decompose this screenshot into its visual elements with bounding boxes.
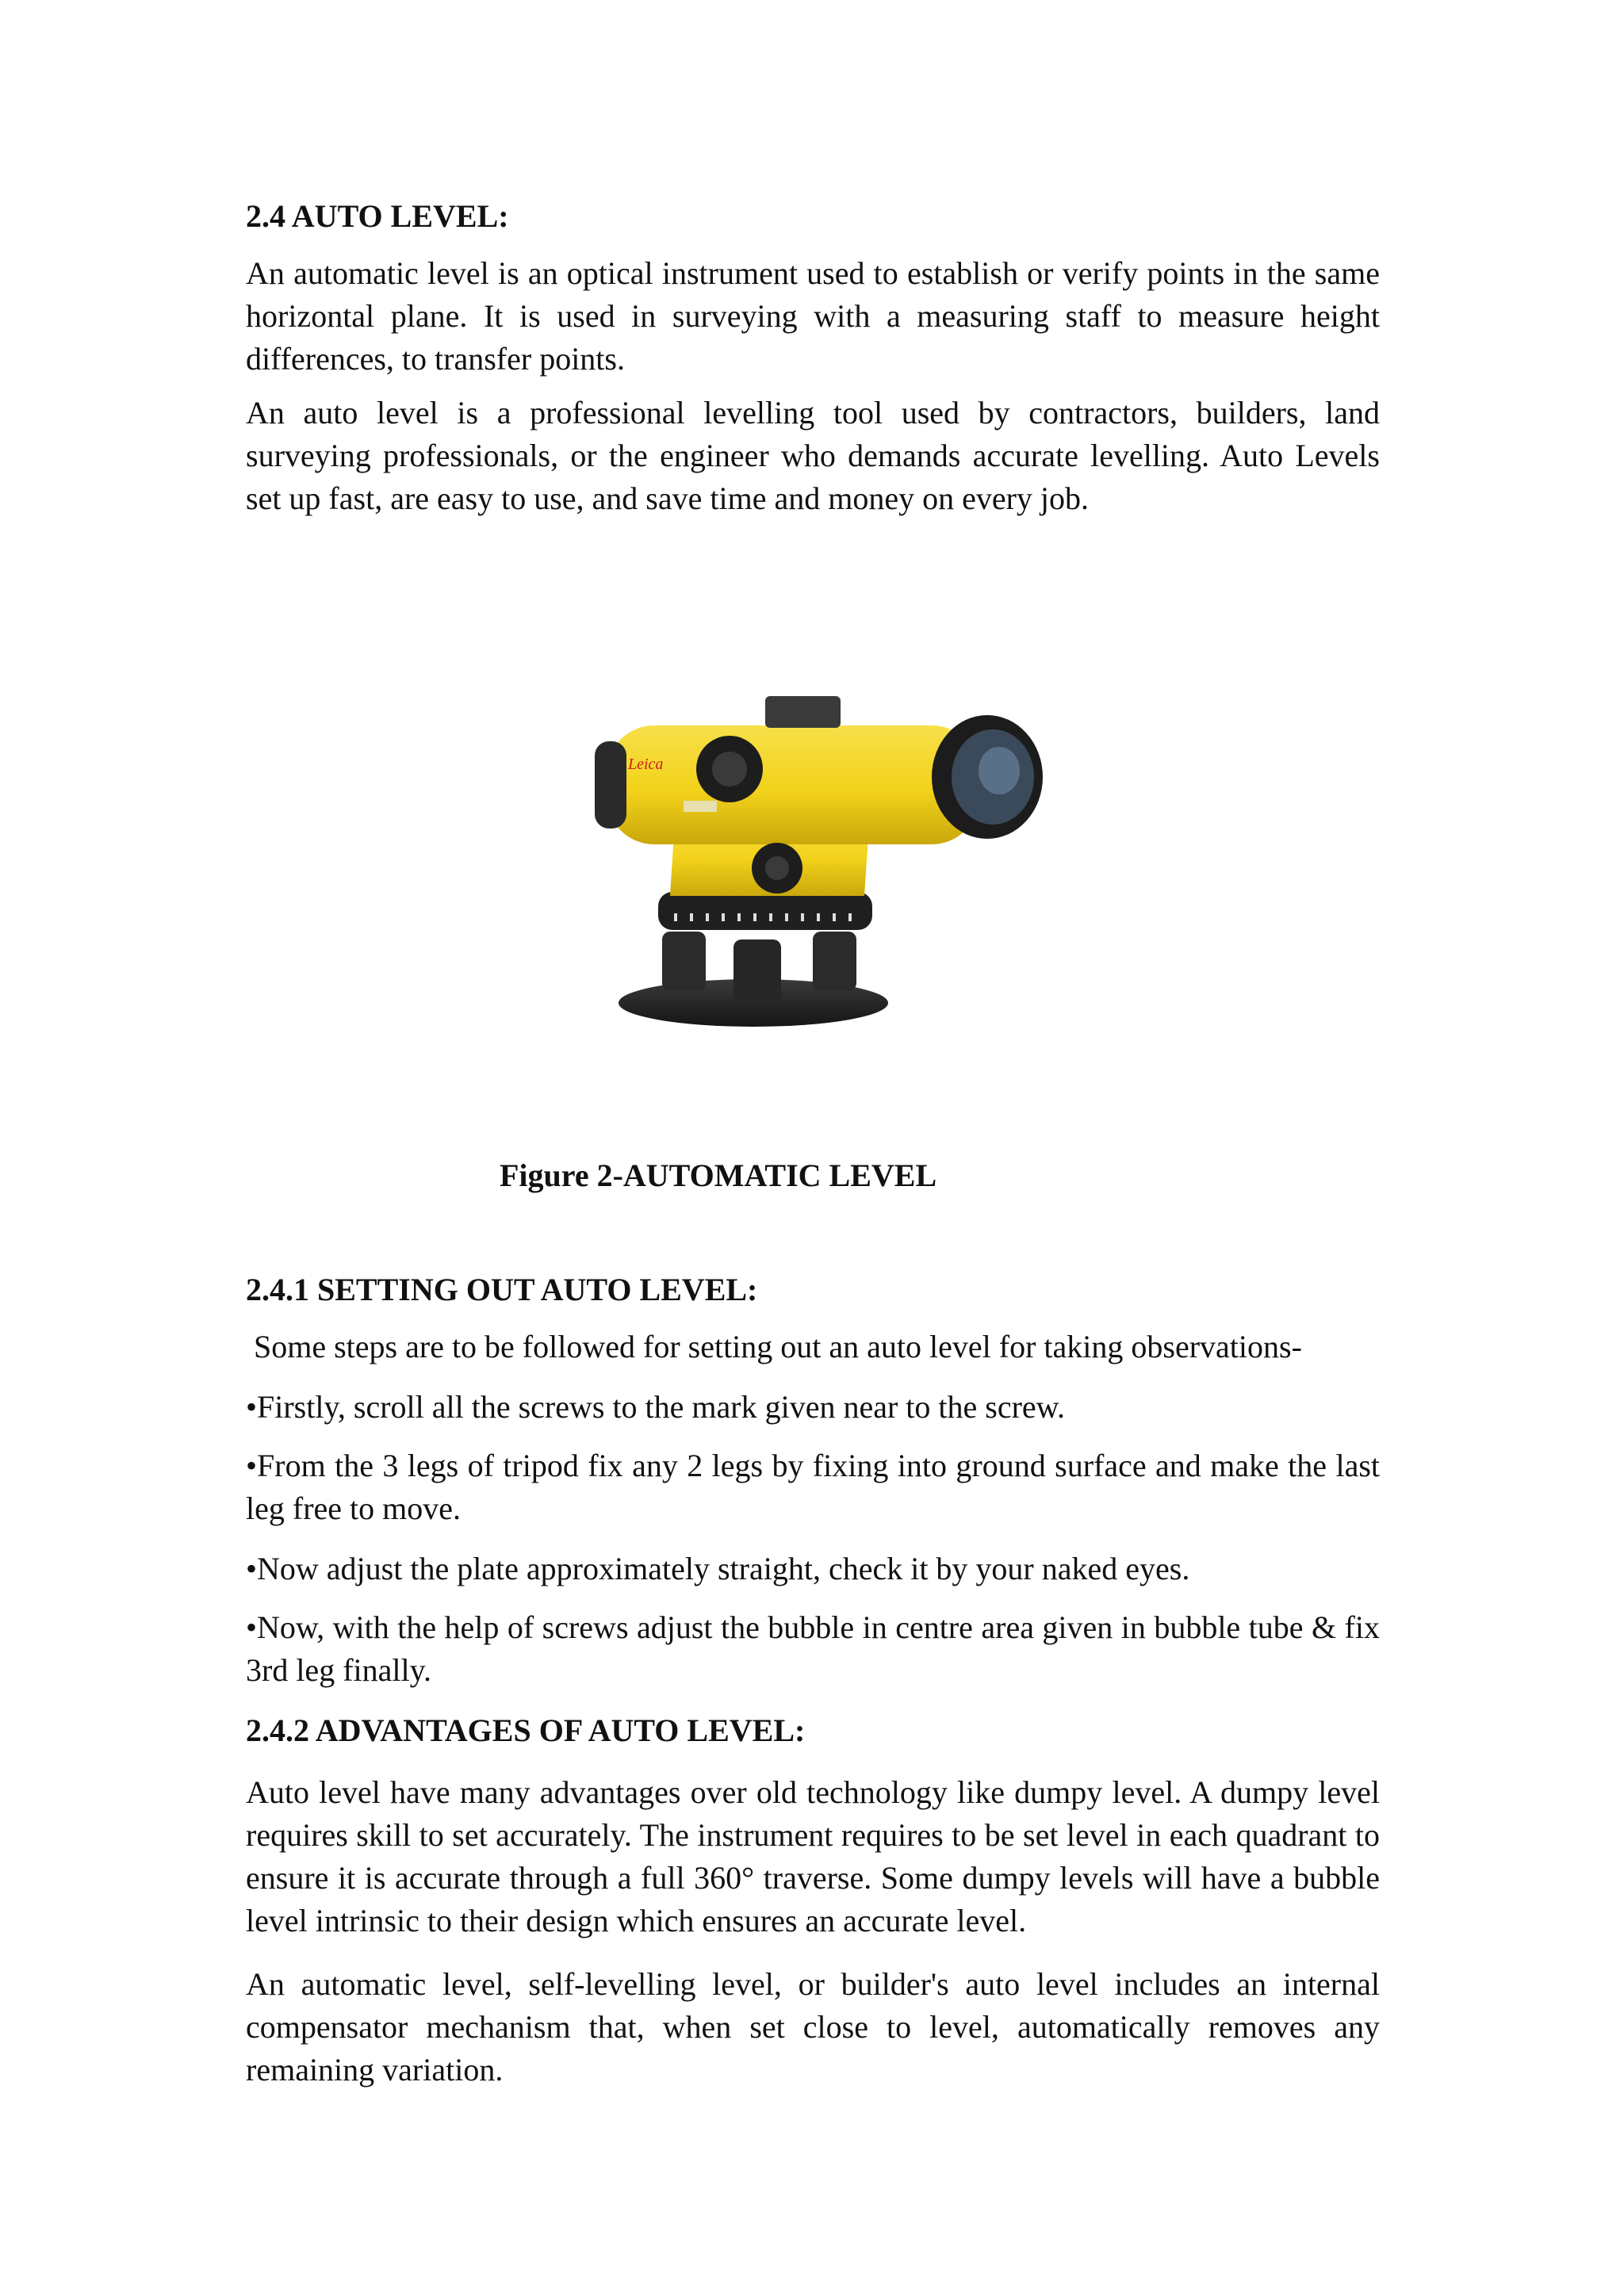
automatic-level-figure <box>587 682 1047 1047</box>
list-item-step-3: •Now adjust the plate approximately straight, check it by your naked eyes. <box>246 1551 1190 1586</box>
section-heading-advantages: 2.4.2 ADVANTAGES OF AUTO LEVEL: <box>246 1712 806 1748</box>
section-heading-setting-out: 2.4.1 SETTING OUT AUTO LEVEL: <box>246 1272 758 1307</box>
figure-caption: Figure 2-AUTOMATIC LEVEL <box>500 1158 937 1193</box>
paragraph-auto-level-usage: An auto level is a professional levelling tool used by contractors, builders, land surveying professionals, or the engineer who demands accurate levelling. Auto Levels set up fast, are easy to use, and save time and money on every job. <box>246 395 1380 516</box>
section-heading-auto-level: 2.4 AUTO LEVEL: <box>246 198 509 234</box>
telescope-body <box>607 725 979 844</box>
foot-screw-right <box>813 932 856 991</box>
foot-screw-left <box>662 932 706 991</box>
brand-logo: Leica <box>628 756 664 773</box>
gun-sight <box>765 696 841 728</box>
graduated-ring <box>658 892 872 930</box>
paragraph-auto-level-definition: An automatic level is an optical instrument used to establish or verify points in the same horizontal plane. It is used in surveying with a measuring staff to measure height differences, to transfer points. <box>246 255 1380 377</box>
model-label <box>684 801 717 812</box>
paragraph-setting-out-intro: Some steps are to be followed for setting out an auto level for taking observations- <box>246 1329 1302 1364</box>
list-item-step-1: •Firstly, scroll all the screws to the mark given near to the screw. <box>246 1389 1065 1425</box>
eyepiece <box>595 741 626 828</box>
foot-screw-center <box>733 939 781 1003</box>
list-item-step-2: •From the 3 legs of tripod fix any 2 legs by fixing into ground surface and make the last leg free to move. <box>246 1448 1380 1526</box>
list-item-step-4: •Now, with the help of screws adjust the bubble in centre area given in bubble tube & fix 3rd leg finally. <box>246 1609 1380 1688</box>
paragraph-advantages-dumpy: Auto level have many advantages over old technology like dumpy level. A dumpy level requires skill to set accurately. The instrument requires to be set level in each quadrant to ensure it is accurate through a full 360° traverse. Some dumpy levels will have a bubble level intrinsic to their design which ensures an accurate level. <box>246 1774 1380 1938</box>
automatic-level-illustration <box>587 682 1047 1047</box>
paragraph-advantages-compensator: An automatic level, self-levelling level, or builder's auto level includes an internal compensator mechanism that, when set close to level, automatically removes any remaining variation. <box>246 1966 1380 2087</box>
